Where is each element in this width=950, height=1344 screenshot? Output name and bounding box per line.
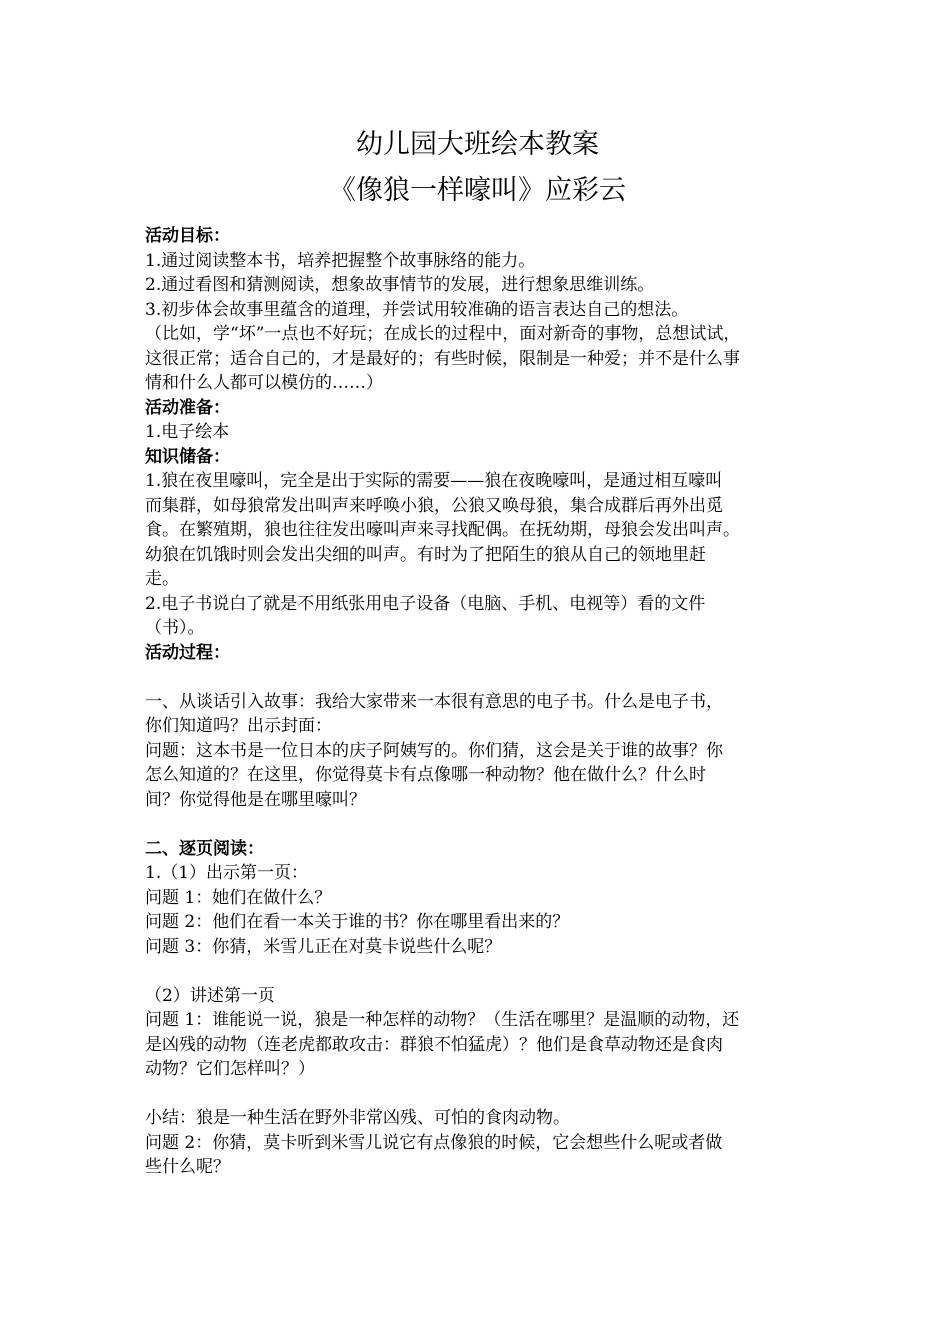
blank-line: [145, 812, 810, 837]
document-title: 幼儿园大班绘本教案: [356, 129, 599, 160]
process-intro-line: 一、从谈话引入故事：我给大家带来一本很有意思的电子书。什么是电子书，: [145, 691, 723, 712]
blank-line: [145, 665, 810, 690]
narrate-line: 动物？它们怎样叫？）: [145, 1059, 315, 1079]
blank-line: [145, 959, 810, 984]
document-subtitle: 《像狼一样嚎叫》应彩云: [329, 175, 626, 206]
knowledge-heading: 知识储备：: [145, 446, 230, 467]
preparation-item: 1.电子绘本: [145, 422, 230, 442]
page1-line: 问题 3：你猜，米雪儿正在对莫卡说些什么呢？: [145, 936, 502, 957]
summary-line: 问题 2：你猜，莫卡听到米雪儿说它有点像狼的时候，它会想些什么呢或者做: [145, 1132, 723, 1153]
blank-line: [145, 1082, 810, 1107]
narrate-line: （2）讲述第一页: [145, 985, 275, 1006]
knowledge-line: 幼狼在饥饿时则会发出尖细的叫声。有时为了把陌生的狼从自己的领地里赶: [145, 544, 706, 565]
page1-line: 问题 2：他们在看一本关于谁的书？你在哪里看出来的？: [145, 912, 570, 932]
process-question-line: 问题：这本书是一位日本的庆子阿姨写的。你们猜，这会是关于谁的故事？你: [145, 740, 723, 761]
goal-item: 1.通过阅读整本书，培养把握整个故事脉络的能力。: [145, 250, 536, 271]
process-question-line: 间？你觉得他是在哪里嚎叫？: [145, 789, 366, 810]
goal-example-line: 这很正常；适合自己的，才是最好的；有些时候，限制是一种爱；并不是什么事: [145, 348, 740, 369]
knowledge-line: 2.电子书说白了就是不用纸张用电子设备（电脑、手机、电视等）看的文件: [145, 593, 706, 614]
goal-example-line: （比如，学“坏”一点也不好玩；在成长的过程中，面对新奇的事物，总想试试，: [145, 324, 741, 344]
summary-line: 小结：狼是一种生活在野外非常凶残、可怕的食肉动物。: [145, 1108, 570, 1128]
goals-heading: 活动目标：: [145, 226, 230, 246]
knowledge-line: 走。: [145, 569, 179, 589]
goal-example-line: 情和什么人都可以模仿的……）: [145, 373, 383, 393]
process-question-line: 怎么知道的？在这里，你觉得莫卡有点像哪一种动物？他在做什么？什么时: [145, 765, 706, 785]
knowledge-line: 而集群，如母狼常发出叫声来呼唤小狼，公狼又唤母狼，集合成群后再外出觅: [145, 495, 723, 516]
process-intro-line: 你们知道吗？出示封面：: [145, 716, 332, 736]
goal-item: 2.通过看图和猜测阅读，想象故事情节的发展，进行想象思维训练。: [145, 275, 655, 295]
narrate-line: 问题 1：谁能说一说，狼是一种怎样的动物？（生活在哪里？是温顺的动物，还: [145, 1010, 740, 1030]
goal-item: 3.初步体会故事里蕴含的道理，并尝试用较准确的语言表达自己的想法。: [145, 299, 689, 320]
summary-line: 些什么呢？: [145, 1157, 230, 1177]
preparation-heading: 活动准备：: [145, 397, 230, 418]
section2-heading: 二、逐页阅读：: [145, 838, 264, 859]
knowledge-line: （书）。: [145, 618, 205, 638]
process-heading: 活动过程：: [145, 642, 230, 663]
page1-line: 1.（1）出示第一页：: [145, 863, 309, 883]
page1-line: 问题 1：她们在做什么？: [145, 887, 332, 908]
narrate-line: 是凶残的动物（连老虎都敢攻击：群狼不怕猛虎）？他们是食草动物还是食肉: [145, 1034, 723, 1055]
knowledge-line: 1.狼在夜里嚎叫，完全是出于实际的需要——狼在夜晚嚎叫，是通过相互嚎叫: [145, 471, 723, 491]
knowledge-line: 食。在繁殖期，狼也往往发出嚎叫声来寻找配偶。在抚幼期，母狼会发出叫声。: [145, 520, 740, 540]
